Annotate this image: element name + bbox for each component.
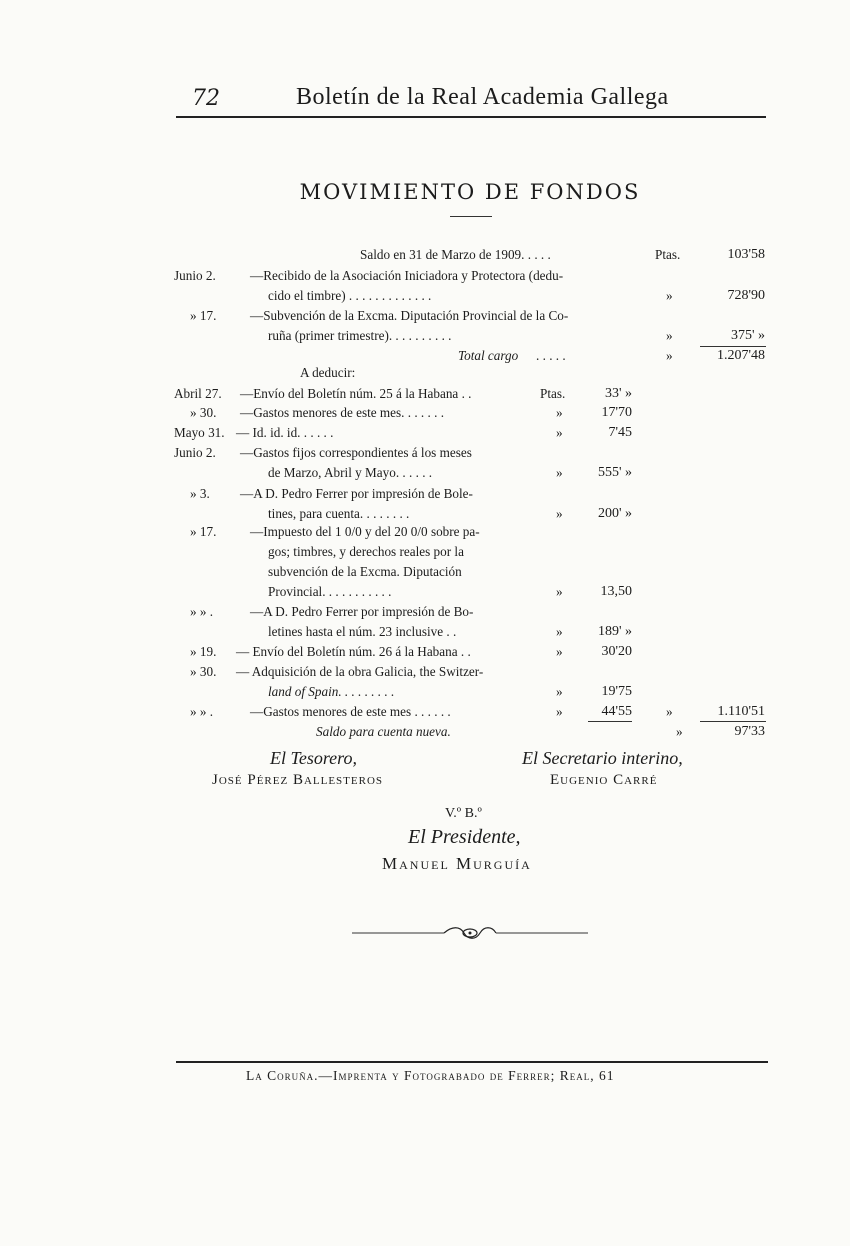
ditto-mark: » [666, 328, 673, 343]
header-rule [176, 116, 766, 118]
saldo-inicial-ptas: Ptas. [655, 247, 681, 262]
tesorero-title: El Tesorero, [270, 748, 358, 768]
entry-amount: 19'75 [601, 684, 632, 699]
saldo-inicial-label: Saldo en 31 de Marzo de 1909. . . . . [360, 247, 551, 262]
ditto-mark: » [556, 405, 563, 420]
entry-amount: 375' » [730, 328, 765, 343]
ditto-mark: » [556, 465, 563, 480]
ditto-mark: » [556, 624, 563, 639]
entry-line: — Id. id. id. . . . . . [236, 425, 334, 440]
entry-line: gos; timbres, y derechos reales por la [268, 544, 464, 559]
imprint: La Coruña.—Imprenta y Fotograbado de Ferrer; Real, 61 [246, 1068, 615, 1083]
entry-line: de Marzo, Abril y Mayo. . . . . . [268, 465, 433, 480]
entry-line: subvención de la Excma. Diputación [268, 564, 462, 579]
entry-amount: 728'90 [727, 288, 765, 303]
sum-rule [700, 346, 766, 347]
entry-line: —Recibido de la Asociación Iniciadora y Protectora (dedu- [250, 268, 564, 283]
entry-amount: 13,50 [600, 584, 632, 599]
deducir-heading: A deducir: [300, 365, 356, 380]
entry-date: Abril 27. [174, 386, 222, 401]
entry-date: » 17. [190, 308, 217, 323]
page-title: MOVIMIENTO DE FONDOS [299, 180, 641, 204]
presidente-title: El Presidente, [408, 826, 521, 848]
entry-line: —Gastos menores de este mes . . . . . . [250, 704, 451, 719]
entry-line: — Envío del Boletín núm. 26 á la Habana . . [236, 644, 471, 659]
entry-amount: 200' » [597, 506, 632, 521]
ditto-mark: » [556, 584, 563, 599]
ditto-mark: » [556, 704, 563, 719]
entry-ptas: Ptas. [540, 386, 566, 401]
entry-date: » » . [190, 704, 214, 719]
total-cargo-dots: . . . . . [536, 348, 566, 363]
entry-line: —A D. Pedro Ferrer por impresión de Bo- [250, 604, 474, 619]
entry-date: » 17. [190, 524, 217, 539]
sum-rule [700, 721, 766, 722]
entry-amount: 30'20 [601, 644, 632, 659]
saldo-nuevo-amount: 97'33 [734, 724, 765, 739]
total-deducir-amount: 1.110'51 [717, 704, 765, 719]
entry-date: » 30. [190, 664, 217, 679]
sum-rule [588, 721, 632, 722]
presidente-name: Manuel Murguía [382, 854, 532, 873]
ornament-divider-icon [352, 922, 588, 946]
entry-amount: 17'70 [601, 405, 632, 420]
journal-title: Boletín de la Real Academia Gallega [296, 84, 669, 110]
entry-amount: 555' » [597, 465, 632, 480]
ditto-mark: » [666, 704, 673, 719]
entry-line: letines hasta el núm. 23 inclusive . . [268, 624, 457, 639]
entry-date: » 3. [190, 486, 210, 501]
entry-amount: 33' » [604, 386, 632, 401]
visto-bueno: V.º B.º [445, 806, 482, 821]
ditto-mark: » [666, 348, 673, 363]
entry-line: land of Spain. . . . . . . . . [268, 684, 395, 699]
total-cargo-amount: 1.207'48 [716, 348, 765, 363]
entry-line: —Gastos fijos correspondientes á los meses [240, 445, 472, 460]
saldo-inicial-amount: 103'58 [727, 247, 765, 262]
ditto-mark: » [676, 724, 683, 739]
tesorero-name: José Pérez Ballesteros [212, 772, 384, 788]
entry-date: Mayo 31. [174, 425, 225, 440]
entry-line: — Adquisición de la obra Galicia, the Switzer- [236, 664, 484, 679]
ditto-mark: » [556, 506, 563, 521]
entry-date: » » . [190, 604, 214, 619]
entry-date: Junio 2. [174, 268, 216, 283]
page-number: 72 [192, 86, 220, 111]
entry-amount: 7'45 [608, 425, 632, 440]
entry-line: ruña (primer trimestre). . . . . . . . . . [268, 328, 452, 343]
entry-amount: 44'55 [601, 704, 632, 719]
total-cargo-label: Total cargo [458, 348, 519, 363]
ditto-mark: » [556, 425, 563, 440]
entry-date: » 19. [190, 644, 217, 659]
entry-line: —A D. Pedro Ferrer por impresión de Bole- [240, 486, 473, 501]
secretario-name: Eugenio Carré [550, 772, 658, 788]
saldo-nuevo-label: Saldo para cuenta nueva. [316, 724, 451, 739]
entry-line: tines, para cuenta. . . . . . . . [268, 506, 410, 521]
entry-line: cido el timbre) . . . . . . . . . . . . . [268, 288, 432, 303]
ditto-mark: » [666, 288, 673, 303]
entry-amount: 189' » [597, 624, 632, 639]
entry-line: —Gastos menores de este mes. . . . . . . [240, 405, 445, 420]
entry-date: Junio 2. [174, 445, 216, 460]
title-rule [450, 216, 492, 217]
entry-line: —Envío del Boletín núm. 25 á la Habana . . [240, 386, 472, 401]
ditto-mark: » [556, 684, 563, 699]
entry-date: » 30. [190, 405, 217, 420]
entry-line: —Subvención de la Excma. Diputación Provincial de la Co- [250, 308, 569, 323]
secretario-title: El Secretario interino, [522, 748, 683, 768]
entry-line: Provincial. . . . . . . . . . . [268, 584, 392, 599]
entry-line: —Impuesto del 1 0/0 y del 20 0/0 sobre pa- [250, 524, 480, 539]
ditto-mark: » [556, 644, 563, 659]
footer-rule [176, 1061, 768, 1063]
